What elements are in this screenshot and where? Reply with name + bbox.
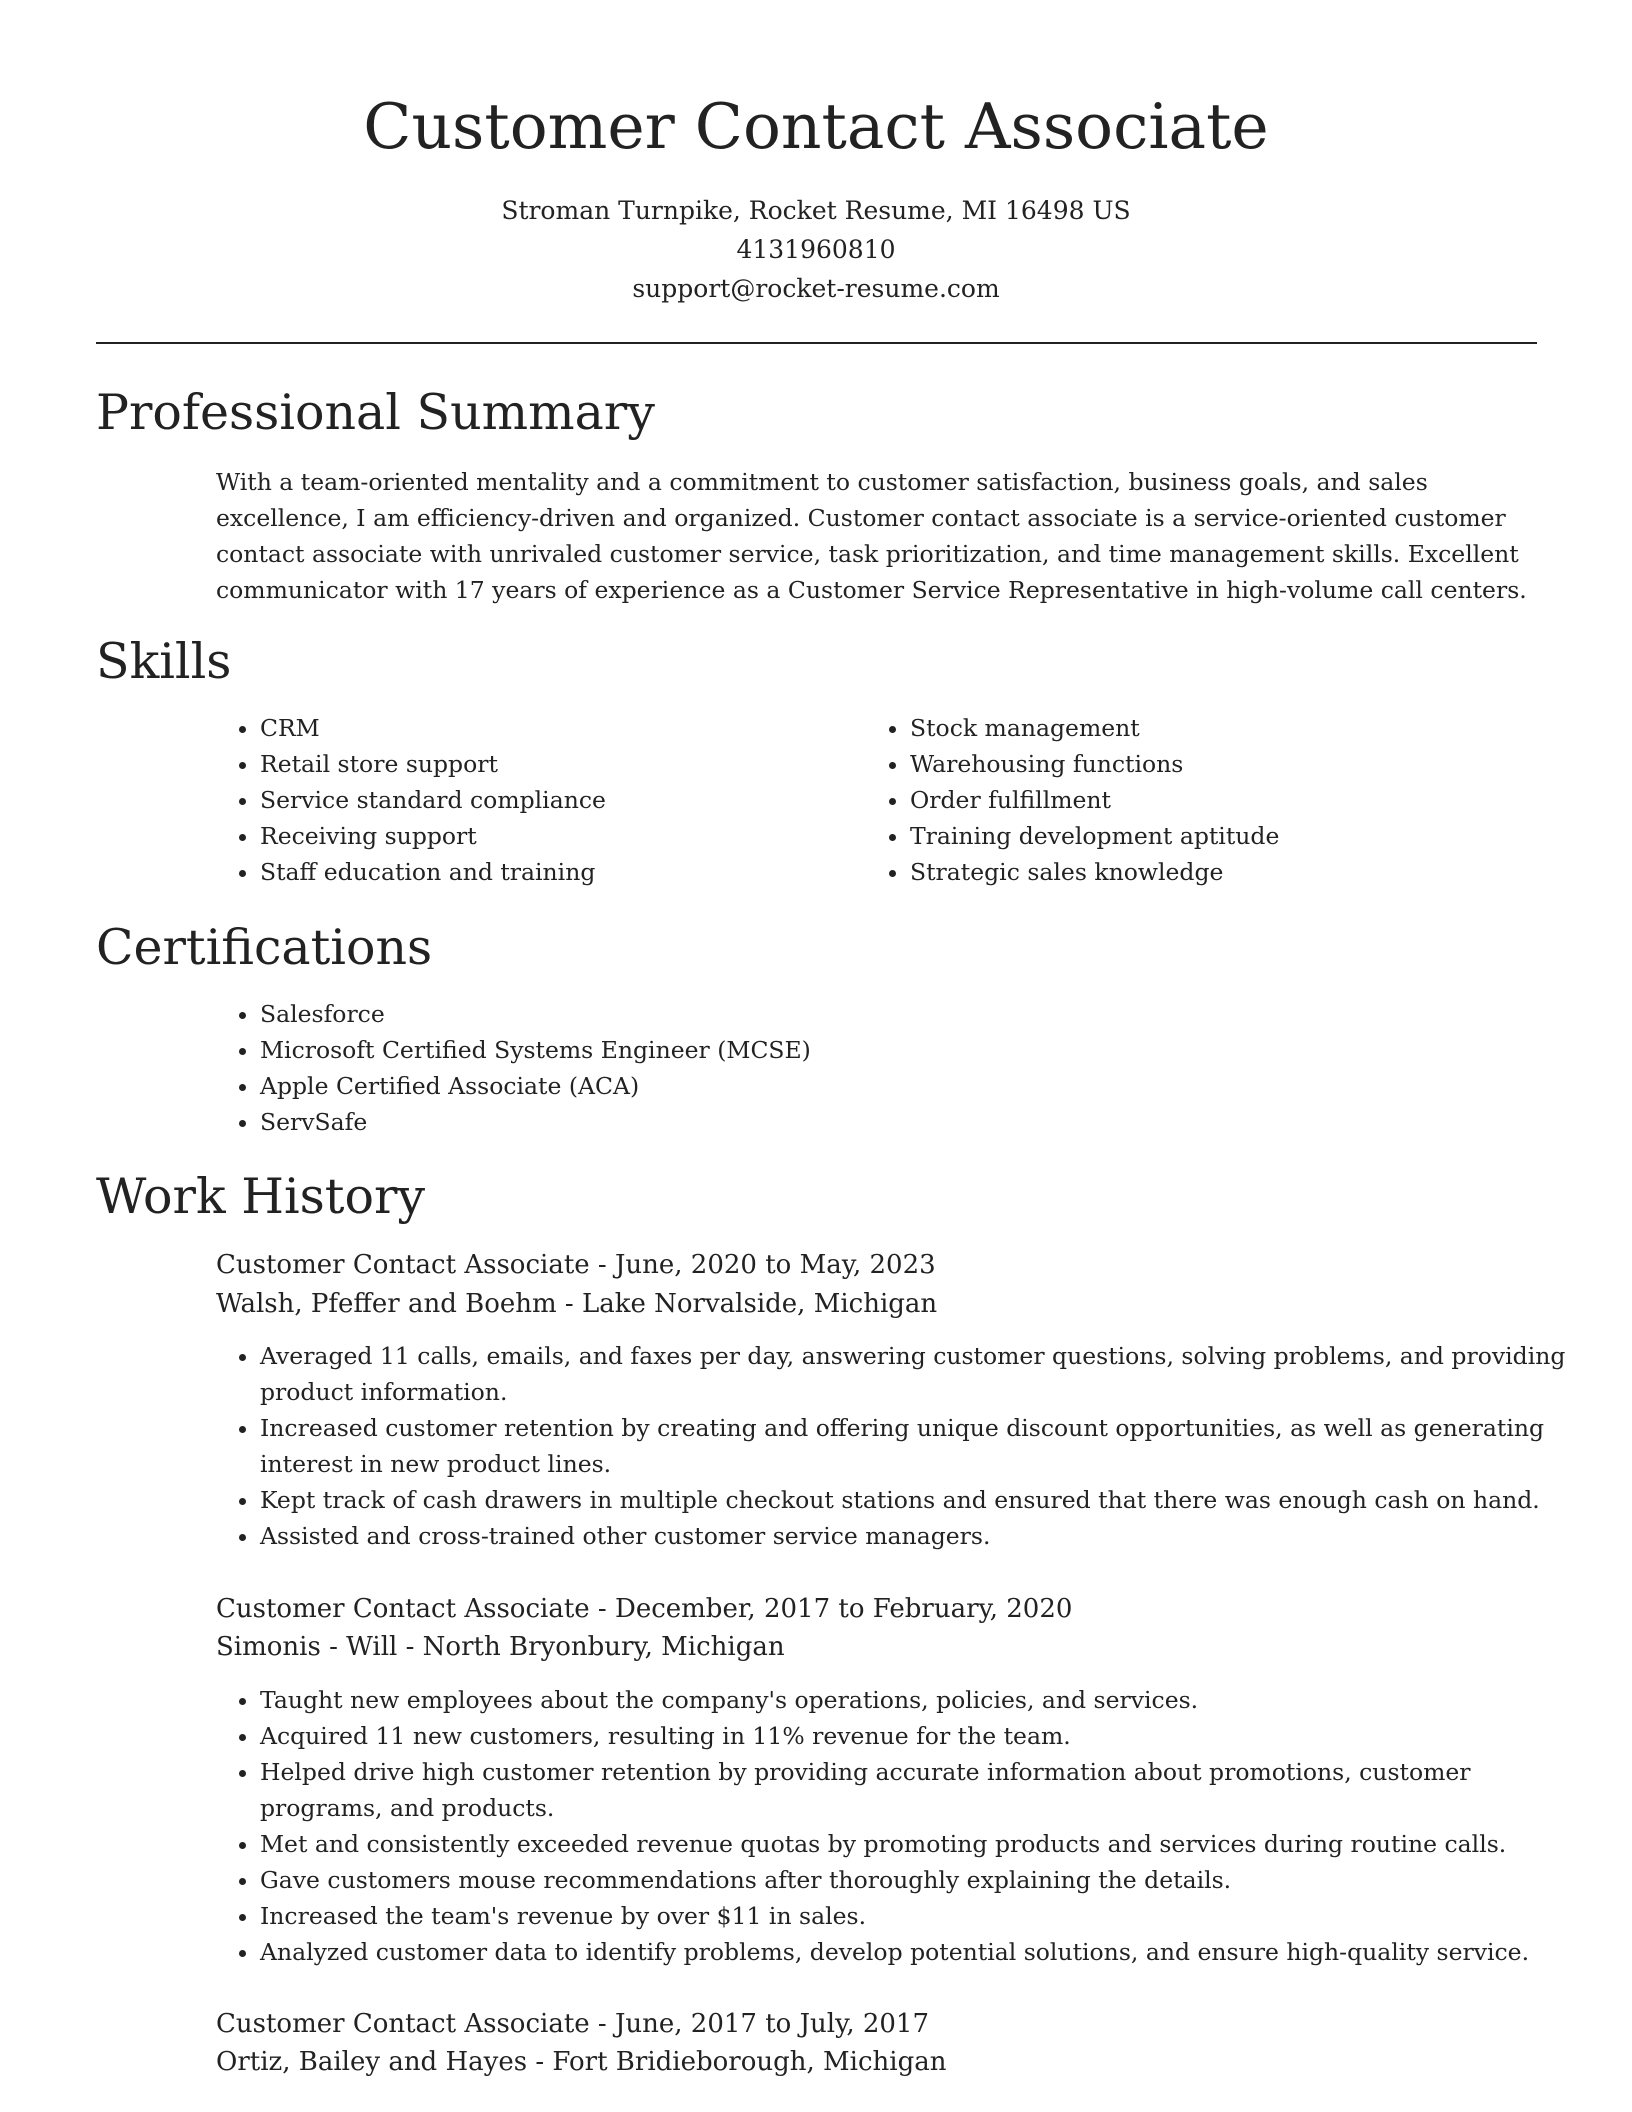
- list-item: • Assisted and cross-trained other customer service managers.: [260, 1518, 1580, 1554]
- job-company-line: Simonis - Will - North Bryonbury, Michigan: [216, 1632, 785, 1662]
- list-item: • Staff education and training: [260, 854, 820, 890]
- candidate-name: Customer Contact Associate: [363, 90, 1269, 163]
- list-item: • Retail store support: [260, 746, 820, 782]
- job-title-line: Customer Contact Associate - June, 2020 to May, 2023: [216, 1250, 936, 1280]
- list-item: • Analyzed customer data to identify problems, develop potential solutions, and ensure high-quality service.: [260, 1934, 1580, 1970]
- list-item: • Averaged 11 calls, emails, and faxes per day, answering customer questions, solving problems, and providing product information.: [260, 1338, 1580, 1410]
- list-item: • Met and consistently exceeded revenue quotas by promoting products and services during routine calls.: [260, 1826, 1580, 1862]
- skills-list-left: [216, 710, 820, 890]
- list-item: • CRM: [260, 710, 820, 746]
- email: support@rocket-resume.com: [632, 274, 1000, 303]
- job-bullets: [216, 1338, 1580, 1554]
- list-item: • Stock management: [910, 710, 1530, 746]
- list-item: • Training development aptitude: [910, 818, 1530, 854]
- list-item: • Gave customers mouse recommendations after thoroughly explaining the details.: [260, 1862, 1580, 1898]
- address: Stroman Turnpike, Rocket Resume, MI 16498 US: [501, 196, 1131, 225]
- list-item: • Receiving support: [260, 818, 820, 854]
- list-item: • Acquired 11 new customers, resulting in 11% revenue for the team.: [260, 1718, 1580, 1754]
- skills-list-right: [866, 710, 1530, 890]
- list-item: • Taught new employees about the company's operations, policies, and services.: [260, 1682, 1580, 1718]
- job-company-line: Walsh, Pfeffer and Boehm - Lake Norvalside, Michigan: [216, 1289, 938, 1319]
- job-company-line: Ortiz, Bailey and Hayes - Fort Bridieborough, Michigan: [216, 2047, 947, 2077]
- list-item: • Strategic sales knowledge: [910, 854, 1530, 890]
- list-item: • Warehousing functions: [910, 746, 1530, 782]
- skills-heading: Skills: [96, 633, 232, 690]
- contact-block: [0, 191, 1632, 308]
- work-history-heading: Work History: [96, 1168, 426, 1225]
- list-item: • Increased the team's revenue by over $11 in sales.: [260, 1898, 1580, 1934]
- phone: 4131960810: [736, 235, 896, 264]
- job-title-line: Customer Contact Associate - June, 2017 to July, 2017: [216, 2009, 930, 2039]
- list-item: • Apple Certified Associate (ACA): [260, 1068, 1260, 1104]
- list-item: • Microsoft Certified Systems Engineer (MCSE): [260, 1032, 1260, 1068]
- header-divider: [96, 342, 1537, 344]
- summary-heading: Professional Summary: [96, 384, 655, 441]
- list-item: • Kept track of cash drawers in multiple checkout stations and ensured that there was enough cash on hand.: [260, 1482, 1580, 1518]
- certifications-list: [216, 996, 1260, 1140]
- list-item: • Increased customer retention by creating and offering unique discount opportunities, as well as generating interest in new product lines.: [260, 1410, 1580, 1482]
- job-bullets: [216, 1682, 1580, 1970]
- summary-text: With a team-oriented mentality and a commitment to customer satisfaction, business goals, and sales excellence, I am efficiency-driven and organized. Customer contact associate is a service-oriented customer contact associate with unrivaled customer service, task prioritization, and time management skills. Excellent communicator with 17 years of experience as a Customer Service Representative in high-volume call centers.: [216, 468, 1527, 604]
- certifications-heading: Certifications: [96, 919, 433, 976]
- list-item: • Order fulfillment: [910, 782, 1530, 818]
- list-item: • Helped drive high customer retention by providing accurate information about promotions, customer programs, and products.: [260, 1754, 1580, 1826]
- list-item: • Service standard compliance: [260, 782, 820, 818]
- job-title-line: Customer Contact Associate - December, 2017 to February, 2020: [216, 1594, 1073, 1624]
- list-item: • ServSafe: [260, 1104, 1260, 1140]
- list-item: • Salesforce: [260, 996, 1260, 1032]
